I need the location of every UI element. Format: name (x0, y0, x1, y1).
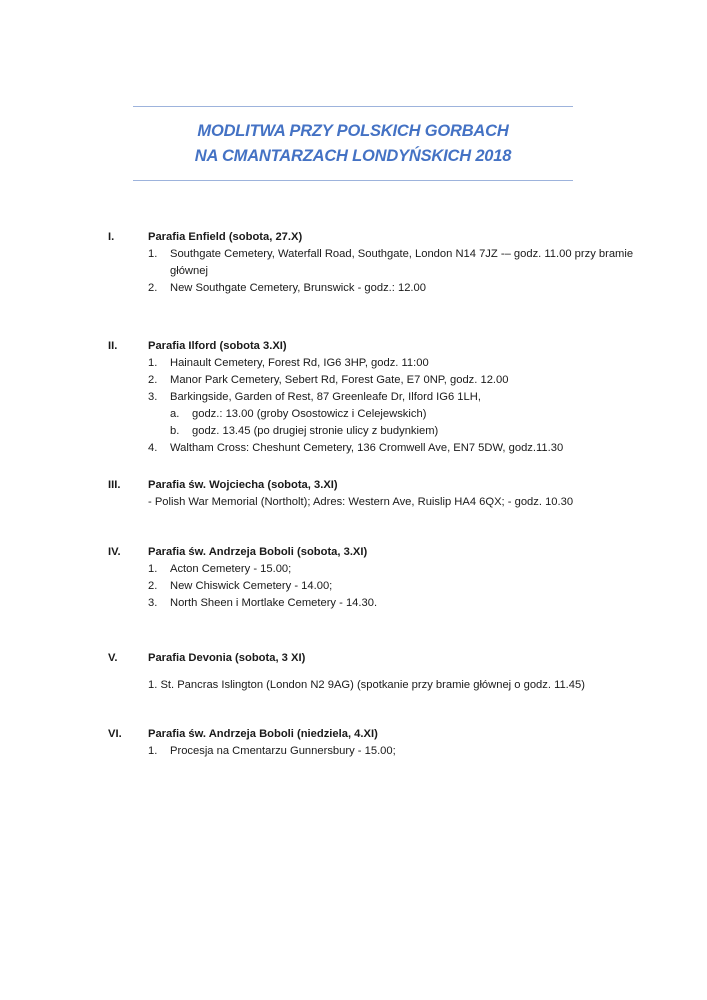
item-number: 1. (148, 248, 158, 260)
section-line: 1. St. Pancras Islington (London N2 9AG) (spotkanie przy bramie głównej o godz. 11.45) (148, 679, 585, 691)
subitem-text: godz. 13.45 (po drugiej stronie ulicy z budynkiem) (192, 425, 439, 437)
section-title: Parafia Devonia (sobota, 3 XI) (148, 652, 306, 664)
item-text: Barkingside, Garden of Rest, 87 Greenleafe Dr, Ilford IG6 1LH, (170, 391, 481, 403)
item-text: Waltham Cross: Cheshunt Cemetery, 136 Cromwell Ave, EN7 5DW, godz.11.30 (170, 442, 564, 454)
section-heading (108, 229, 648, 246)
section-number: IV. (108, 546, 121, 558)
list-item (148, 743, 648, 760)
subitem-letter: a. (170, 408, 180, 420)
item-number: 2. (148, 282, 158, 294)
section-number: V. (108, 652, 118, 664)
item-text: Southgate Cemetery, Waterfall Road, Southgate, London N14 7JZ -– godz. 11.00 przy bramie głównej (170, 248, 634, 277)
list-item (148, 246, 648, 280)
item-number: 1. (148, 357, 158, 369)
list-item (148, 578, 648, 595)
item-text: Hainault Cemetery, Forest Rd, IG6 3HP, godz. 11:00 (170, 357, 429, 369)
section-number: I. (108, 231, 115, 243)
item-text: North Sheen i Mortlake Cemetery - 14.30. (170, 597, 378, 609)
subitem-letter: b. (170, 425, 180, 437)
item-text: New Southgate Cemetery, Brunswick - godz.: 12.00 (170, 282, 426, 294)
section-line: - Polish War Memorial (Northolt); Adres: Western Ave, Ruislip HA4 6QX; - godz. 10.30 (148, 496, 574, 508)
subitem-text: godz.: 13.00 (groby Osostowicz i Celejewskich) (192, 408, 427, 420)
list-item (148, 595, 648, 612)
item-number: 1. (148, 745, 158, 757)
section-wojciecha (108, 477, 648, 511)
section-heading (108, 650, 648, 667)
section-boboli-sunday (108, 726, 648, 760)
section-title: Parafia Enfield (sobota, 27.X) (148, 231, 303, 243)
title-line-1: MODLITWA PRZY POLSKICH GORBACH (197, 122, 509, 140)
sub-list-item (170, 406, 648, 423)
section-title: Parafia Ilford (sobota 3.XI) (148, 340, 287, 352)
document-title (133, 119, 573, 169)
section-title: Parafia św. Andrzeja Boboli (sobota, 3.XI) (148, 546, 368, 558)
list-item (148, 372, 648, 389)
section-list (148, 743, 648, 760)
section-boboli-saturday (108, 544, 648, 612)
section-list (148, 246, 648, 297)
list-item (148, 561, 648, 578)
section-title: Parafia św. Andrzeja Boboli (niedziela, 4.XI) (148, 728, 378, 740)
item-number: 3. (148, 597, 158, 609)
section-heading (108, 477, 648, 494)
list-item (148, 389, 648, 406)
item-number: 2. (148, 374, 158, 386)
section-devonia (108, 650, 648, 694)
item-text: Acton Cemetery - 15.00; (170, 563, 292, 575)
list-item (148, 355, 648, 372)
section-heading (108, 338, 648, 355)
item-number: 1. (148, 563, 158, 575)
section-number: III. (108, 479, 121, 491)
section-heading (108, 726, 648, 743)
section-enfield (108, 229, 648, 297)
title-line-2: NA CMANTARZACH LONDYŃSKICH 2018 (194, 147, 512, 165)
section-number: II. (108, 340, 118, 352)
section-list (148, 355, 648, 457)
section-title: Parafia św. Wojciecha (sobota, 3.XI) (148, 479, 338, 491)
item-number: 3. (148, 391, 158, 403)
section-list (148, 561, 648, 612)
list-item (148, 440, 648, 457)
sub-list-item (170, 423, 648, 440)
item-text: Manor Park Cemetery, Sebert Rd, Forest Gate, E7 0NP, godz. 12.00 (170, 374, 509, 386)
title-top-rule (133, 106, 573, 107)
item-text: New Chiswick Cemetery - 14.00; (170, 580, 333, 592)
spacer (108, 667, 648, 677)
item-number: 2. (148, 580, 158, 592)
list-item (148, 280, 648, 297)
title-bottom-rule (133, 180, 573, 181)
section-number: VI. (108, 728, 122, 740)
item-number: 4. (148, 442, 158, 454)
item-text: Procesja na Cmentarzu Gunnersbury - 15.00; (170, 745, 396, 757)
section-ilford (108, 338, 648, 457)
section-heading (108, 544, 648, 561)
